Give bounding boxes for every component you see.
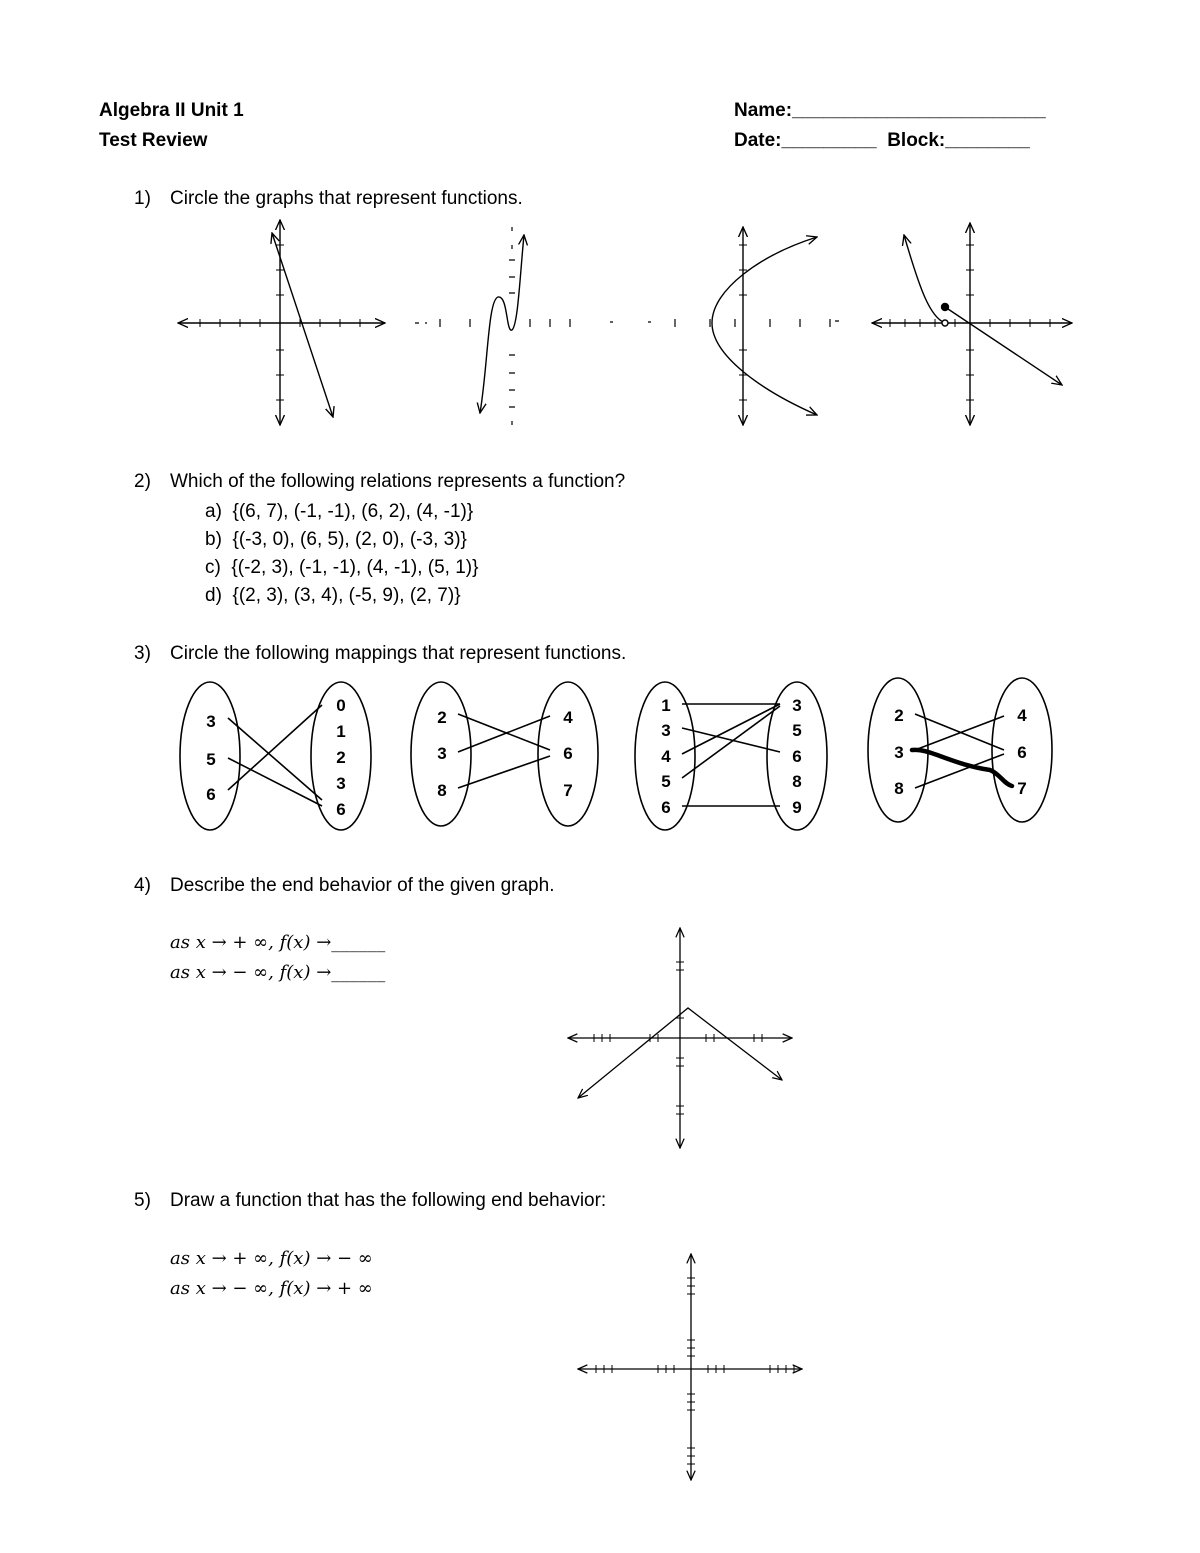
graph-c[interactable] — [712, 227, 839, 425]
question-text: Draw a function that has the following end behavior: — [170, 1190, 607, 1211]
q3-mappings — [0, 670, 1200, 840]
option-text: {(2, 3), (3, 4), (-5, 9), (2, 7)} — [232, 585, 461, 606]
range-value: 6 — [336, 800, 346, 819]
range-value: 6 — [792, 747, 802, 766]
q5-blank-graph[interactable] — [574, 1248, 814, 1488]
question-number: 1) — [134, 188, 151, 209]
range-value: 0 — [336, 696, 346, 715]
date-block-row — [734, 130, 1030, 152]
domain-value: 4 — [661, 747, 671, 766]
question-number: 3) — [134, 643, 151, 664]
domain-value: 1 — [661, 696, 671, 715]
domain-value: 6 — [661, 798, 671, 817]
range-value: 1 — [336, 722, 346, 741]
option-text: {(-3, 0), (6, 5), (2, 0), (-3, 3)} — [232, 529, 467, 550]
option-letter: d) — [205, 585, 222, 606]
range-value: 7 — [563, 781, 573, 800]
option-text: {(6, 7), (-1, -1), (6, 2), (4, -1)} — [232, 501, 474, 522]
mapping-4[interactable] — [868, 678, 1052, 822]
name-field[interactable] — [734, 100, 1046, 122]
domain-value: 8 — [437, 781, 447, 800]
mapping-2[interactable] — [411, 682, 598, 826]
question-text: Circle the graphs that represent functions. — [170, 188, 523, 209]
domain-value: 3 — [437, 744, 447, 763]
domain-value: 6 — [206, 785, 216, 804]
block-field[interactable] — [887, 130, 1030, 151]
name-blank: ________________________ — [792, 100, 1046, 121]
range-value: 3 — [336, 774, 346, 793]
question-number: 5) — [134, 1190, 151, 1211]
option-c[interactable] — [205, 557, 478, 579]
domain-value: 2 — [894, 706, 904, 725]
range-value: 9 — [792, 798, 802, 817]
given-end-behavior-negative: as x → − ∞, f(x) → + ∞ — [170, 1278, 373, 1299]
question-number: 4) — [134, 875, 151, 896]
block-label: Block: — [887, 130, 946, 151]
question-text: Which of the following relations represents a function? — [170, 471, 626, 492]
date-blank: _________ — [781, 130, 877, 151]
range-value: 8 — [792, 772, 802, 791]
page-subtitle: Test Review — [99, 130, 208, 151]
end-behavior-negative[interactable]: as x → − ∞, f(x) →______ — [170, 962, 386, 983]
option-d[interactable] — [205, 585, 461, 607]
graph-b[interactable] — [415, 227, 710, 425]
domain-value: 2 — [437, 708, 447, 727]
range-value: 7 — [1017, 779, 1027, 798]
question-text: Circle the following mappings that represent functions. — [170, 643, 627, 664]
domain-value: 8 — [894, 779, 904, 798]
domain-value: 3 — [894, 743, 904, 762]
domain-value: 3 — [206, 712, 216, 731]
graph-d[interactable] — [872, 223, 1072, 425]
domain-value: 5 — [661, 772, 671, 791]
question-text: Describe the end behavior of the given graph. — [170, 875, 555, 896]
block-blank: ________ — [945, 130, 1030, 151]
date-label: Date: — [734, 130, 782, 151]
range-value: 4 — [1017, 706, 1027, 725]
q1-graphs — [0, 215, 1200, 455]
range-value: 4 — [563, 708, 573, 727]
given-end-behavior-positive: as x → + ∞, f(x) → − ∞ — [170, 1248, 373, 1269]
mapping-1[interactable] — [180, 682, 371, 830]
option-a[interactable] — [205, 501, 473, 523]
range-value: 3 — [792, 696, 802, 715]
range-value: 2 — [336, 748, 346, 767]
name-label: Name: — [734, 100, 793, 121]
mapping-3[interactable] — [635, 682, 827, 830]
q4-graph — [564, 922, 804, 1152]
range-value: 6 — [563, 744, 573, 763]
option-letter: a) — [205, 501, 222, 522]
question-number: 2) — [134, 471, 151, 492]
domain-value: 5 — [206, 750, 216, 769]
date-field[interactable] — [734, 130, 877, 151]
end-behavior-positive[interactable]: as x → + ∞, f(x) →______ — [170, 932, 386, 953]
option-text: {(-2, 3), (-1, -1), (4, -1), (5, 1)} — [231, 557, 479, 578]
domain-value: 3 — [661, 721, 671, 740]
range-value: 6 — [1017, 743, 1027, 762]
range-value: 5 — [792, 721, 802, 740]
course-title: Algebra II Unit 1 — [99, 100, 244, 121]
option-letter: c) — [205, 557, 221, 578]
option-letter: b) — [205, 529, 222, 550]
graph-a[interactable] — [178, 220, 385, 425]
option-b[interactable] — [205, 529, 467, 551]
